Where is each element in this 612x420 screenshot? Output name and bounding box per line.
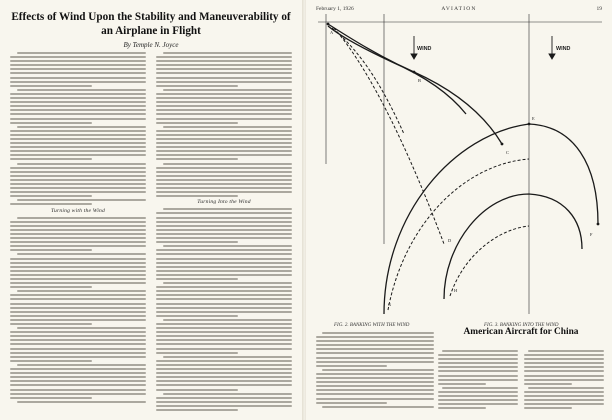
text-line (156, 85, 238, 87)
text-line (316, 365, 387, 367)
text-line (10, 225, 146, 227)
text-line (10, 294, 146, 296)
text-line (156, 138, 292, 140)
point-label: A (330, 30, 334, 35)
text-line (316, 344, 434, 346)
text-line (156, 290, 292, 292)
text-line (163, 89, 292, 91)
text-line (156, 405, 292, 407)
text-line (10, 245, 146, 247)
text-line (10, 233, 146, 235)
text-line (156, 109, 292, 111)
text-line (17, 199, 146, 201)
text-line (10, 109, 146, 111)
text-line (156, 158, 238, 160)
text-line (10, 203, 92, 205)
text-line (438, 354, 518, 356)
text-line (10, 56, 146, 58)
text-line (10, 154, 146, 156)
text-line (10, 138, 146, 140)
text-line (156, 303, 292, 305)
text-line (156, 97, 292, 99)
flight-path-diagram (314, 14, 606, 334)
text-line (163, 126, 292, 128)
column-2-para-1 (156, 52, 292, 197)
wind-arrows (411, 36, 555, 59)
text-line (10, 274, 146, 276)
plotted-point (413, 71, 416, 74)
column-1-para-1 (10, 52, 146, 205)
text-line (156, 101, 292, 103)
text-line (156, 175, 292, 177)
text-line (10, 77, 146, 79)
text-line (17, 52, 146, 54)
text-line (10, 187, 146, 189)
text-line (316, 357, 434, 359)
text-line (156, 72, 292, 74)
text-line (156, 225, 292, 227)
right-page-column-3 (524, 350, 604, 416)
text-line (524, 366, 604, 368)
text-line (524, 391, 604, 393)
text-line (10, 368, 146, 370)
text-line (10, 339, 146, 341)
text-line (10, 266, 146, 268)
text-line (156, 364, 292, 366)
text-line (524, 370, 604, 372)
article-byline: By Temple N. Joyce (123, 41, 179, 49)
text-line (316, 402, 387, 404)
text-line (156, 278, 238, 280)
text-line (322, 332, 434, 334)
text-line (156, 217, 292, 219)
text-line (10, 303, 146, 305)
text-line (17, 89, 146, 91)
text-line (316, 373, 434, 375)
text-line (10, 282, 146, 284)
text-line (10, 183, 146, 185)
text-line (10, 195, 92, 197)
text-line (156, 266, 292, 268)
text-line (316, 352, 434, 354)
text-line (163, 319, 292, 321)
subhead-turning-into-wind: Turning Into the Wind (197, 199, 251, 206)
text-line (156, 339, 292, 341)
text-line (163, 52, 292, 54)
text-line (156, 331, 292, 333)
fig3-wind-label: WIND (556, 46, 571, 52)
fig2-wind-arrowhead-icon (411, 54, 417, 59)
section-title: American Aircraft for China (463, 327, 579, 337)
text-line (163, 163, 292, 165)
text-line (156, 249, 292, 251)
text-line (156, 253, 292, 255)
left-page-column-1 (10, 52, 146, 414)
text-line (10, 142, 146, 144)
text-line (438, 358, 518, 360)
text-line (10, 372, 146, 374)
text-line (156, 113, 292, 115)
column-1-para-2 (10, 217, 146, 403)
plotted-point (327, 23, 330, 26)
text-line (316, 361, 434, 363)
text-line (10, 150, 146, 152)
text-line (17, 290, 146, 292)
text-line (156, 171, 292, 173)
text-line (10, 221, 146, 223)
text-line (10, 68, 146, 70)
text-line (10, 134, 146, 136)
running-header-date: February 1, 1926 (316, 6, 354, 12)
fig3-path-inner (444, 194, 582, 299)
text-line (156, 146, 292, 148)
text-line (156, 142, 292, 144)
point-label: H (454, 288, 458, 293)
fig2-wind-label: WIND (417, 46, 432, 52)
text-line (10, 298, 146, 300)
text-line (10, 113, 146, 115)
point-label: C (506, 150, 509, 155)
text-line (156, 327, 292, 329)
right-column-2-text (438, 350, 518, 409)
text-line (524, 403, 604, 405)
text-line (316, 348, 434, 350)
fig2-dashed-inner (332, 28, 404, 134)
left-page (0, 0, 305, 420)
text-line (442, 350, 518, 352)
fig3-wind-arrowhead-icon (549, 54, 555, 59)
fig2-caption: FIG. 2. BANKING WITH THE WIND (334, 323, 410, 328)
text-line (156, 56, 292, 58)
text-line (17, 401, 146, 403)
text-line (322, 369, 434, 371)
text-line (528, 387, 604, 389)
text-line (524, 407, 572, 409)
text-line (10, 72, 146, 74)
text-line (438, 366, 518, 368)
text-line (163, 393, 292, 395)
text-line (524, 375, 604, 377)
text-line (316, 340, 434, 342)
fig3-flight-paths (384, 124, 598, 314)
text-line (156, 81, 292, 83)
text-line (10, 191, 146, 193)
right-column-1-text (316, 332, 434, 408)
text-line (156, 167, 292, 169)
text-line (156, 154, 292, 156)
text-line (156, 274, 292, 276)
point-label: D (448, 238, 452, 243)
text-line (156, 195, 238, 197)
text-line (528, 350, 604, 352)
point-label: E (532, 116, 535, 121)
text-line (10, 105, 146, 107)
text-line (156, 68, 292, 70)
text-line (156, 221, 292, 223)
text-line (438, 395, 518, 397)
text-line (10, 270, 146, 272)
text-line (10, 286, 92, 288)
text-line (10, 352, 146, 354)
text-line (156, 397, 292, 399)
text-line (438, 383, 486, 385)
text-line (156, 262, 292, 264)
text-line (10, 167, 146, 169)
text-line (524, 395, 604, 397)
text-line (156, 270, 292, 272)
fig3-dashed-outer (388, 159, 529, 310)
text-line (10, 343, 146, 345)
text-line (316, 377, 434, 379)
text-line (316, 385, 434, 387)
diagram-points (327, 23, 600, 226)
text-line (156, 368, 292, 370)
text-line (156, 323, 292, 325)
fig2-path-outer (328, 24, 502, 144)
text-line (10, 60, 146, 62)
point-label: G (388, 302, 392, 307)
text-line (156, 335, 292, 337)
text-line (10, 397, 92, 399)
text-line (156, 60, 292, 62)
text-line (163, 356, 292, 358)
text-line (10, 380, 146, 382)
text-line (524, 362, 604, 364)
point-label: F (590, 232, 593, 237)
text-line (156, 409, 238, 411)
text-line (10, 179, 146, 181)
text-line (156, 64, 292, 66)
fig3-caption: FIG. 3. BANKING INTO THE WIND (484, 323, 559, 328)
text-line (438, 375, 518, 377)
text-line (156, 380, 292, 382)
text-line (10, 101, 146, 103)
flight-path-figure (314, 14, 606, 334)
text-line (10, 376, 146, 378)
text-line (524, 399, 604, 401)
text-line (524, 358, 604, 360)
text-line (156, 311, 292, 313)
subhead-turning-with-wind: Turning with the Wind (50, 207, 106, 214)
text-line (442, 387, 518, 389)
text-line (316, 393, 434, 395)
text-line (10, 307, 146, 309)
text-line (156, 93, 292, 95)
text-line (10, 158, 92, 160)
text-line (438, 379, 518, 381)
text-line (10, 81, 146, 83)
text-line (10, 175, 146, 177)
text-line (316, 381, 434, 383)
text-line (10, 97, 146, 99)
text-line (10, 64, 146, 66)
text-line (10, 278, 146, 280)
text-line (10, 311, 146, 313)
text-line (10, 85, 92, 87)
text-line (156, 307, 292, 309)
text-line (17, 253, 146, 255)
text-line (156, 401, 292, 403)
right-page (306, 0, 612, 420)
text-line (156, 191, 292, 193)
text-line (156, 258, 292, 260)
text-line (10, 237, 146, 239)
text-line (10, 93, 146, 95)
text-line (10, 229, 146, 231)
text-line (316, 389, 434, 391)
text-line (156, 237, 292, 239)
text-line (524, 383, 572, 385)
text-line (17, 163, 146, 165)
text-line (156, 118, 292, 120)
text-line (156, 315, 238, 317)
text-line (438, 403, 518, 405)
text-line (10, 258, 146, 260)
text-line (156, 286, 292, 288)
text-line (316, 336, 434, 338)
text-line (156, 212, 292, 214)
right-page-column-1 (316, 332, 434, 416)
text-line (163, 208, 292, 210)
text-line (156, 298, 292, 300)
text-line (156, 384, 292, 386)
diagram-grid (318, 14, 602, 314)
text-line (10, 389, 146, 391)
text-line (438, 391, 518, 393)
column-2-para-2 (156, 208, 292, 411)
text-line (316, 398, 434, 400)
text-line (10, 249, 92, 251)
text-line (10, 360, 92, 362)
running-header-page-number: 19 (596, 6, 602, 12)
right-page-column-2 (438, 350, 518, 416)
text-line (156, 294, 292, 296)
text-line (438, 399, 518, 401)
fig3-dashed-paths (388, 159, 529, 310)
text-line (156, 105, 292, 107)
text-line (156, 134, 292, 136)
text-line (524, 354, 604, 356)
left-page-column-2 (156, 52, 292, 414)
text-line (322, 406, 434, 408)
text-line (10, 118, 146, 120)
text-line (10, 146, 146, 148)
text-line (156, 179, 292, 181)
fig2-flight-paths (328, 24, 502, 144)
text-line (10, 262, 146, 264)
text-line (156, 389, 238, 391)
text-line (524, 379, 604, 381)
text-line (156, 360, 292, 362)
text-line (163, 282, 292, 284)
text-line (156, 122, 238, 124)
point-label: B (418, 78, 421, 83)
text-line (156, 241, 238, 243)
text-line (156, 187, 292, 189)
plotted-point (528, 123, 531, 126)
text-line (10, 171, 146, 173)
text-line (156, 183, 292, 185)
right-column-3-text (524, 350, 604, 409)
text-line (10, 241, 146, 243)
text-line (10, 384, 146, 386)
text-line (156, 233, 292, 235)
text-line (10, 122, 92, 124)
text-line (10, 356, 146, 358)
text-line (438, 407, 486, 409)
text-line (10, 315, 146, 317)
text-line (156, 130, 292, 132)
text-line (10, 319, 146, 321)
text-line (156, 348, 292, 350)
fig2-path-inner (328, 26, 466, 114)
text-line (156, 77, 292, 79)
plotted-point (501, 143, 504, 146)
text-line (10, 348, 146, 350)
text-line (163, 245, 292, 247)
text-line (156, 372, 292, 374)
text-line (10, 393, 146, 395)
running-header-title: AVIATION (441, 6, 477, 12)
text-line (156, 229, 292, 231)
text-line (10, 335, 146, 337)
text-line (17, 327, 146, 329)
plotted-point (597, 223, 600, 226)
text-line (156, 150, 292, 152)
text-line (156, 376, 292, 378)
text-line (17, 126, 146, 128)
fig3-path-outer (384, 124, 598, 314)
text-line (10, 331, 146, 333)
text-line (156, 352, 238, 354)
text-line (438, 362, 518, 364)
text-line (10, 130, 146, 132)
text-line (17, 364, 146, 366)
text-line (10, 323, 92, 325)
article-title: Effects of Wind Upon the Stability and Maneuverability of an Airplane in Flight (11, 11, 291, 37)
text-line (438, 370, 518, 372)
text-line (17, 217, 146, 219)
text-line (156, 343, 292, 345)
